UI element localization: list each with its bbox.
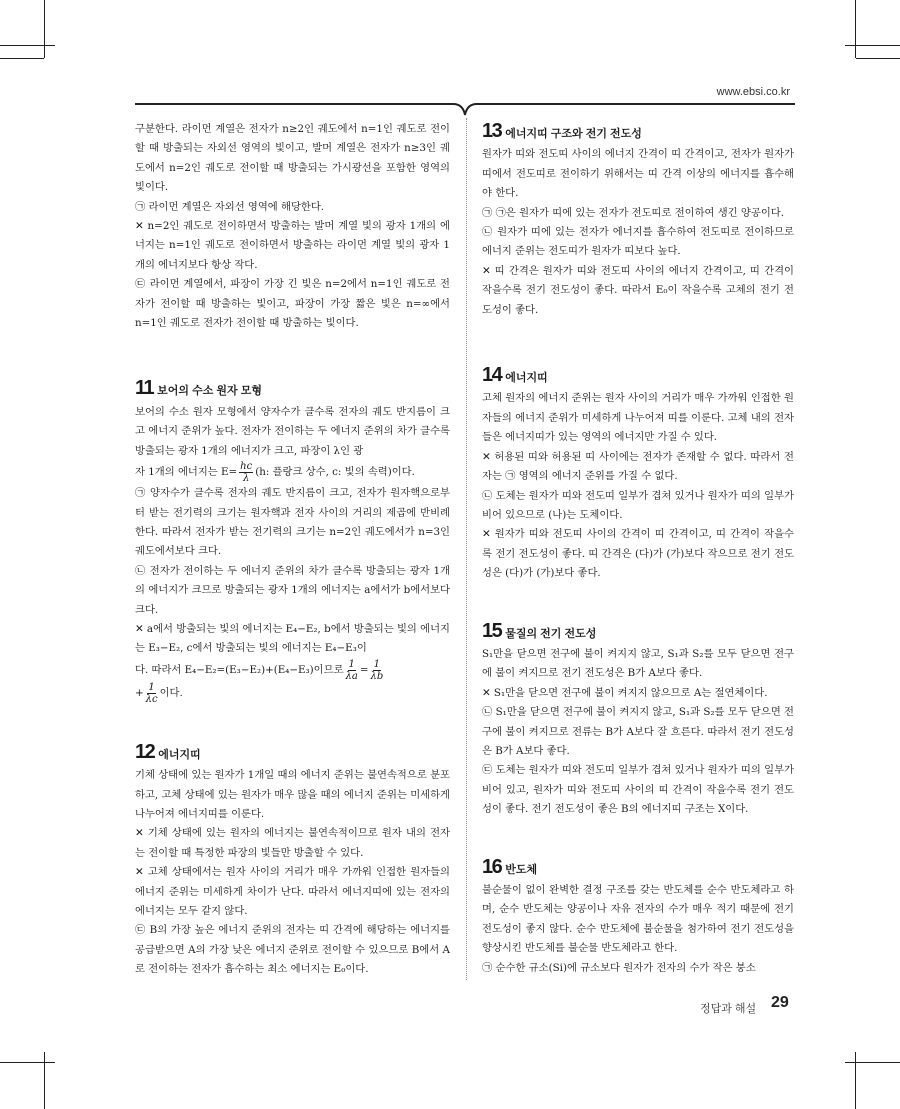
section-16-heading [482, 856, 794, 880]
crop-mark [856, 58, 900, 59]
section-14-heading [482, 364, 794, 388]
crop-mark [0, 45, 55, 46]
paragraph: ✕ 고체 상태에서는 원자 사이의 거리가 매우 가까워 인접한 원자들의 에너지 준위는 미세하게 차이가 난다. 따라서 에너지띠에 있는 전자의 에너지는 모두 같지 않다. [135, 866, 450, 917]
paragraph: 보어의 수소 원자 모형에서 양자수가 클수록 전자의 궤도 반지름이 크고 에너지 준위가 높다. 전자가 전이하는 두 에너지 준위의 차가 클수록 방출되는 광자 1개의 에너지가 크고, 파장이 λ인 광 [135, 405, 450, 457]
section-title: 에너지띠 [158, 748, 201, 761]
formula-text: 이다. [159, 686, 183, 699]
paragraph: ✕ 허용된 띠와 허용된 띠 사이에는 전자가 존재할 수 없다. 따라서 전자는 ㉠ 영역의 에너지 준위를 가질 수 없다. [482, 450, 794, 483]
fraction [370, 659, 383, 682]
paragraph: ㉢ 도체는 원자가 띠와 전도띠 일부가 겹쳐 있거나 원자가 띠의 일부가 비어 있고, 원자가 띠와 전도띠 사이의 띠 간격이 작을수록 전기 전도성이 좋다. 전기 전도성이 좋은 B의 에너지띠 구조는 X이다. [482, 764, 794, 816]
denominator: λc [145, 693, 158, 705]
section-number: 12 [135, 740, 155, 763]
fraction [346, 659, 358, 682]
section-number: 11 [135, 377, 154, 400]
paragraph: ㉡ 전자가 전이하는 두 에너지 준위의 차가 클수록 방출되는 광자 1개의 에너지가 크므로 방출되는 광자 1개의 에너지는 a에서가 b에서보다 크다. [135, 564, 450, 616]
fraction [146, 682, 158, 705]
left-column [135, 120, 450, 980]
paragraph: 원자가 띠와 전도띠 사이의 에너지 간격이 띠 간격이고, 전자가 원자가 띠에서 전도띠로 전이하기 위해서는 띠 간격 이상의 에너지를 흡수해야 한다. [482, 148, 794, 200]
numerator: hc [240, 461, 253, 473]
denominator: λ [243, 473, 250, 485]
denominator: λb [370, 670, 384, 682]
footer-label: 정답과 해설 [700, 1003, 757, 1015]
section-number: 14 [482, 364, 502, 387]
section-number: 16 [482, 855, 502, 878]
paragraph: ㉡ 도체는 원자가 띠와 전도띠 일부가 겹쳐 있거나 원자가 띠의 일부가 비어 있으므로 (나)는 도체이다. [482, 489, 794, 521]
paragraph: ㉢ 라이먼 계열에서, 파장이 가장 긴 빛은 n=2에서 n=1인 궤도로 전자가 전이할 때 방출하는 빛이고, 파장이 가장 짧은 빛은 n=∞에서 n=1인 궤도로 전자가 전이할 때 방출하는 빛이다. [135, 278, 450, 330]
paragraph: ㉠ ㉠은 원자가 띠에 있는 전자가 전도띠로 전이하여 생긴 양공이다. [482, 206, 784, 219]
paragraph: ㉠ 양자수가 클수록 전자의 궤도 반지름이 크고, 전자가 원자핵으로부터 받는 전기력의 크기는 원자핵과 전자 사이의 거리의 제곱에 반비례한다. 따라서 전자가 받는 전기력의 크기는 n=2인 궤도에서가 n=3인 궤도에서보다 크다. [135, 487, 450, 558]
fraction [239, 461, 253, 484]
paragraph: 구분한다. 라이먼 계열은 전자가 n≥2인 궤도에서 n=1인 궤도로 전이할 때 방출되는 자외선 영역의 빛이고, 발머 계열은 전자가 n≥3인 궤도에서 n=2인 궤도로 전이할 때 방출되는 가시광선을 포함한 영역의 빛이다. [135, 123, 450, 194]
paragraph: 고체 원자의 에너지 준위는 원자 사이의 거리가 매우 가까워 인접한 원자들의 에너지 준위가 미세하게 나누어져 띠를 이룬다. 고체 내의 전자들은 에너지띠가 있는 영역의 에너지만 가질 수 있다. [482, 392, 794, 444]
denominator: λa [345, 670, 358, 682]
formula-line [135, 461, 450, 484]
crop-mark [0, 58, 44, 59]
paragraph: ㉠ 라이먼 계열은 자외선 영역에 해당한다. [135, 200, 325, 213]
paragraph: ㉠ 순수한 규소(Si)에 규소보다 원자가 전자의 수가 작은 붕소 [482, 961, 756, 974]
section-title: 에너지띠 구조와 전기 전도성 [505, 128, 642, 140]
section-number: 15 [482, 619, 502, 642]
section-13-heading [482, 120, 794, 144]
formula-line: 다. 따라서 E₄−E₂=(E₃−E₂)+(E₄−E₃)이므로 $\frac{1}{\lambda a}$ = $\frac{1}{\lambda b}$ [135, 658, 384, 682]
crop-mark [845, 1062, 900, 1063]
crop-mark [0, 1062, 55, 1063]
page-number: 29 [771, 994, 789, 1011]
formula-text: (h: 플랑크 상수, c: 빛의 속력)이다. [255, 465, 415, 478]
crop-mark [845, 45, 900, 46]
paragraph: ✕ a에서 방출되는 빛의 에너지는 E₄−E₂, b에서 방출되는 빛의 에너지는 E₃−E₂, c에서 방출되는 빛의 에너지는 E₄−E₃이 [135, 622, 450, 655]
section-title: 반도체 [505, 863, 538, 876]
numerator: 1 [373, 658, 381, 670]
paragraph: ㉡ 원자가 띠에 있는 전자가 에너지를 흡수하여 전도띠로 전이하므로 에너지 준위는 전도띠가 원자가 띠보다 높다. [482, 226, 794, 258]
crop-mark [44, 0, 45, 58]
paragraph: 불순물이 없이 완벽한 결정 구조를 갖는 반도체를 순수 반도체라고 하며, 순수 반도체는 양공이나 자유 전자의 수가 매우 적기 때문에 전기 전도성이 좋지 않다. 순수 반도체에 불순물을 첨가하여 전기 전도성을 향상시킨 반도체를 불순물 반도체라고 한다. [482, 884, 794, 955]
section-title: 에너지띠 [505, 372, 548, 385]
formula-line: + $\frac{1}{\lambda c}$ 이다. [135, 681, 183, 705]
column-divider [466, 118, 467, 980]
numerator: 1 [348, 658, 355, 670]
paragraph: ✕ 띠 간격은 원자가 띠와 전도띠 사이의 에너지 간격이고, 띠 간격이 작을수록 전기 전도성이 좋다. 따라서 E₀이 작을수록 고체의 전기 전도성이 좋다. [482, 264, 794, 316]
section-15-heading [482, 620, 794, 644]
paragraph: ✕ S₁만을 닫으면 전구에 불이 켜지지 않으므로 A는 절연체이다. [482, 686, 768, 699]
crop-mark [44, 1052, 45, 1109]
section-11-heading [135, 377, 450, 401]
section-number: 13 [482, 120, 502, 142]
numerator: 1 [148, 681, 155, 693]
paragraph: S₁만을 닫으면 전구에 불이 켜지지 않고, S₁과 S₂를 모두 닫으면 전구에 불이 켜지므로 전기 전도성은 B가 A보다 좋다. [482, 647, 794, 680]
formula-text: 다. 따라서 E₄−E₂=(E₃−E₂)+(E₄−E₃)이므로 [135, 663, 344, 676]
paragraph: ㉢ B의 가장 높은 에너지 준위의 전자는 띠 간격에 해당하는 에너지를 공급받으면 A의 가장 낮은 에너지 준위로 전이할 수 있으므로 B에서 A로 전이하는 전자가 흡수하는 최소 에너지는 E₀이다. [135, 924, 450, 976]
paragraph: ✕ 기체 상태에 있는 원자의 에너지는 불연속적이므로 원자 내의 전자는 전이할 때 특정한 파장의 빛들만 방출할 수 있다. [135, 827, 450, 859]
header-url: www.ebsi.co.kr [716, 86, 790, 98]
section-title: 보어의 수소 원자 모형 [157, 385, 262, 398]
section-12-heading [135, 741, 450, 765]
paragraph: 기체 상태에 있는 원자가 1개일 때의 에너지 준위는 불연속적으로 분포하고, 고체 상태에 있는 원자가 매우 많을 때의 에너지 준위는 미세하게 나누어져 에너지띠를 이룬다. [135, 769, 450, 820]
paragraph: ✕ 원자가 띠와 전도띠 사이의 간격이 띠 간격이고, 띠 간격이 작을수록 전기 전도성이 좋다. 띠 간격은 (다)가 (가)보다 작으므로 전기 전도성은 (다)가 (가)보다 좋다. [482, 528, 794, 580]
paragraph: ✕ n=2인 궤도로 전이하면서 방출하는 발머 계열 빛의 광자 1개의 에너지는 n=1인 궤도로 전이하면서 방출하는 라이먼 계열 빛의 광자 1개의 에너지보다 항상 작다. [135, 220, 450, 271]
formula-text: 자 1개의 에너지는 E= [135, 465, 238, 478]
section-title: 물질의 전기 전도성 [505, 627, 597, 640]
paragraph: ㉡ S₁만을 닫으면 전구에 불이 켜지지 않고, S₁과 S₂를 모두 닫으면 전구에 불이 켜지므로 전류는 B가 A보다 잘 흐른다. 따라서 전기 전도성은 B가 A보다 좋다. [482, 706, 794, 757]
crop-mark [855, 1052, 856, 1109]
crop-mark [855, 0, 856, 58]
right-column [482, 120, 794, 978]
